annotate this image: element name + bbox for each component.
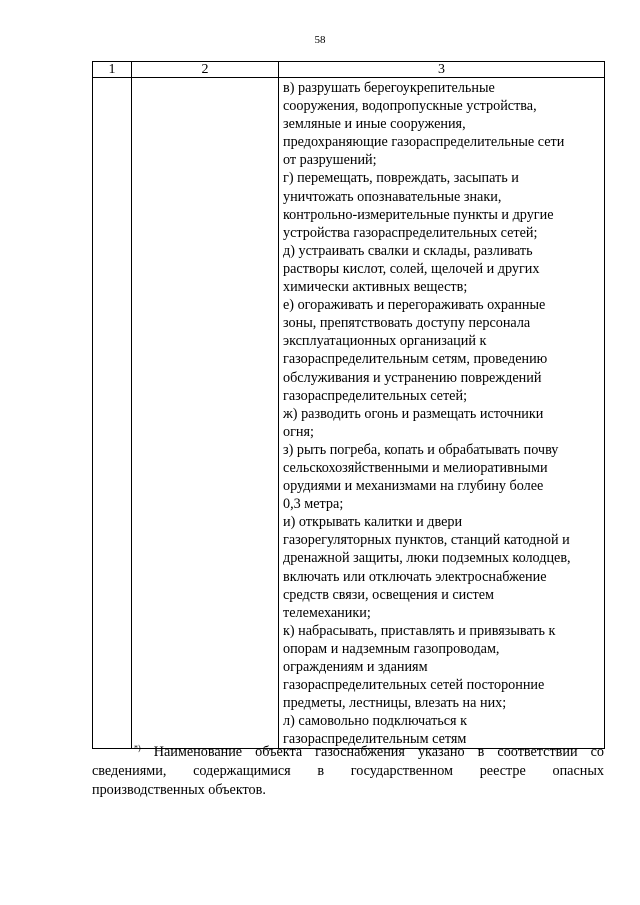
footnote-marker: *): [134, 743, 141, 753]
list-line: з) рыть погреба, копать и обрабатывать почву: [283, 441, 559, 458]
table-cell-col3: [279, 78, 605, 749]
list-line: газораспределительных сетей;: [283, 387, 468, 404]
list-line: устройства газораспределительных сетей;: [283, 224, 538, 241]
list-line: и) открывать калитки и двери: [283, 514, 463, 531]
list-line: телемеханики;: [283, 604, 371, 621]
column-header-1: 1: [93, 62, 132, 78]
column-header-3: 3: [279, 62, 605, 78]
table-cell-col1: [93, 78, 132, 749]
list-line: к) набрасывать, приставлять и привязывать к: [283, 622, 556, 639]
list-line: предохраняющие газораспределительные сети: [283, 134, 565, 151]
list-line: сооружения, водопропускные устройства,: [283, 98, 537, 115]
list-line: газорегуляторных пунктов, станций катодной и: [283, 532, 570, 549]
table-row: [93, 78, 605, 749]
list-line: зоны, препятствовать доступу персонала: [283, 315, 531, 332]
list-line: дренажной защиты, люки подземных колодцев,: [283, 550, 571, 567]
footnote: [92, 743, 604, 800]
list-line: л) самовольно подключаться к: [283, 713, 468, 730]
list-line: огня;: [283, 423, 314, 440]
list-line: сельскохозяйственными и мелиоративными: [283, 459, 548, 476]
prohibitions-list: [279, 78, 604, 748]
list-line: контрольно-измерительные пункты и другие: [283, 206, 554, 223]
list-line: уничтожать опознавательные знаки,: [283, 188, 502, 205]
list-line: средств связи, освещения и систем: [283, 586, 495, 603]
footnote-text: Наименование объекта газоснабжения указано в соответствии со сведениями, содержащимися в государственном реестре опасных производственных объектов.: [92, 744, 604, 798]
list-line: орудиями и механизмами на глубину более: [283, 478, 544, 495]
list-line: от разрушений;: [283, 152, 377, 169]
list-line: земляные и иные сооружения,: [283, 116, 466, 133]
list-line: обслуживания и устранению повреждений: [283, 369, 542, 386]
table-cell-col2: [132, 78, 279, 749]
list-line: ж) разводить огонь и размещать источники: [283, 405, 544, 422]
page-number: 58: [314, 34, 326, 46]
list-line: г) перемещать, повреждать, засыпать и: [283, 170, 519, 187]
list-line: ограждениям и зданиям: [283, 659, 428, 675]
list-line: е) огораживать и перегораживать охранные: [283, 297, 546, 314]
list-line: эксплуатационных организаций к: [283, 333, 487, 350]
list-line: предметы, лестницы, влезать на них;: [283, 695, 507, 712]
list-line: в) разрушать берегоукрепительные: [283, 80, 495, 96]
list-line: химически активных веществ;: [283, 279, 468, 296]
list-line: растворы кислот, солей, щелочей и других: [283, 260, 540, 277]
table-header-row: [93, 62, 605, 78]
column-header-2: 2: [132, 62, 279, 78]
list-line: 0,3 метра;: [283, 496, 344, 513]
list-line: д) устраивать свалки и склады, разливать: [283, 242, 533, 259]
list-line: газораспределительных сетей посторонние: [283, 677, 545, 694]
list-line: опорам и надземным газопроводам,: [283, 640, 500, 657]
list-line: газораспределительным сетям: [283, 731, 467, 748]
list-line: включать или отключать электроснабжение: [283, 568, 547, 585]
list-line: газораспределительным сетям, проведению: [283, 351, 548, 368]
document-table: [92, 61, 605, 749]
